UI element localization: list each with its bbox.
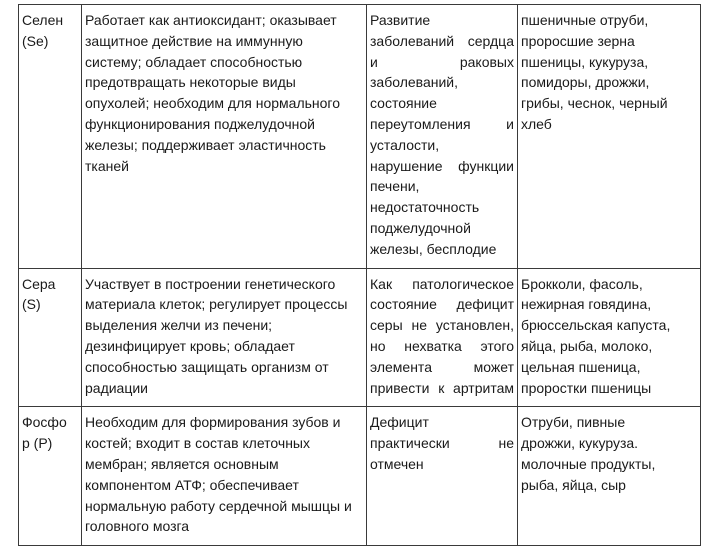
function-cell — [82, 5, 367, 269]
function-line: компонентом АТФ; обеспечивает — [85, 476, 299, 493]
sources-line: нежирная говядина, — [521, 296, 652, 313]
sources-line: помидоры, дрожжи, — [521, 74, 650, 91]
element-name: Фосфо — [22, 414, 67, 431]
function-line: радиации — [85, 379, 149, 396]
function-line: опухолей; необходим для нормального — [85, 95, 341, 112]
deficiency-line: Как патологическое — [370, 275, 514, 292]
element-symbol: (S) — [22, 296, 41, 313]
function-line: Участвует в построении генетического — [85, 275, 336, 292]
deficiency-line: Развитие — [370, 12, 431, 28]
element-symbol: р (P) — [22, 435, 53, 452]
sources-line: пшеничные отруби, — [521, 12, 649, 28]
sources-cell — [518, 268, 701, 407]
deficiency-line: усталости, — [370, 136, 440, 153]
sources-line: пшеницы, кукуруза, — [521, 53, 649, 70]
deficiency-line: но нехватка этого — [370, 337, 514, 354]
sources-line: цельная пшеница, — [521, 358, 641, 375]
function-line: мембран; является основным — [85, 455, 279, 472]
sources-line: Брокколи, фасоль, — [521, 275, 643, 292]
deficiency-line: переутомления и — [370, 115, 514, 132]
table-row-selenium — [19, 5, 701, 269]
function-line: костей; входит в состав клеточных — [85, 435, 310, 452]
deficiency-cell — [367, 268, 518, 407]
function-line: материала клеток; регулирует процессы — [85, 296, 348, 313]
function-line: нормальную работу сердечной мышцы и — [85, 497, 352, 514]
deficiency-line: железы, бесплодие — [370, 240, 497, 257]
function-line: Работает как антиоксидант; оказывает — [85, 12, 337, 28]
table-row-sulfur — [19, 268, 701, 407]
sources-line: брюссельская капуста, — [521, 317, 671, 334]
deficiency-line: отмечен — [370, 455, 424, 472]
sources-line: яйца, рыба, молоко, — [521, 337, 653, 354]
deficiency-line: поджелудочной — [370, 219, 471, 236]
sources-line: грибы, чеснок, черный — [521, 95, 668, 112]
function-line: тканей — [85, 157, 129, 174]
deficiency-cell — [367, 407, 518, 546]
function-line: Необходим для формирования зубов и — [85, 414, 341, 431]
function-line: железы; поддерживает эластичность — [85, 136, 326, 153]
deficiency-line: нарушение функции — [370, 157, 514, 174]
deficiency-line: практически не — [370, 435, 514, 452]
function-line: функционирования поджелудочной — [85, 115, 315, 132]
deficiency-line: Дефицит — [370, 414, 429, 431]
deficiency-line: состояние — [370, 95, 437, 112]
sources-line: Отруби, пивные — [521, 414, 626, 431]
deficiency-line: серы не установлен, — [370, 317, 514, 334]
deficiency-line: привести к артритам — [370, 379, 514, 396]
sources-line: рыба, яйца, сыр — [521, 476, 626, 493]
function-line: дезинфицирует кровь; обладает — [85, 337, 295, 354]
deficiency-line: и раковых — [370, 53, 514, 70]
table-row-phosphorus — [19, 407, 701, 546]
deficiency-line: элемента может — [370, 358, 514, 375]
sources-cell — [518, 5, 701, 269]
function-line: защитное действие на иммунную — [85, 32, 303, 49]
element-name: Селен — [22, 12, 64, 28]
deficiency-line: состояние дефицит — [370, 296, 514, 313]
sources-cell — [518, 407, 701, 546]
element-symbol: (Se) — [22, 32, 49, 49]
element-name: Сера — [22, 275, 56, 292]
deficiency-line: печени, — [370, 178, 420, 195]
sources-line: проростки пшеницы — [521, 379, 652, 396]
function-line: предотвращать некоторые виды — [85, 74, 296, 91]
deficiency-line: недостаточность — [370, 199, 480, 216]
sources-line: проросшие зерна — [521, 32, 635, 49]
function-cell — [82, 407, 367, 546]
nutrients-table — [18, 4, 701, 546]
function-line: выделения желчи из печени; — [85, 317, 273, 334]
function-line: способностью защищать организм от — [85, 358, 329, 375]
deficiency-line: заболеваний сердца — [370, 32, 514, 49]
deficiency-cell — [367, 5, 518, 269]
element-cell — [19, 5, 82, 269]
function-cell — [82, 268, 367, 407]
deficiency-line: заболеваний, — [370, 74, 458, 91]
element-cell — [19, 268, 82, 407]
function-line: систему; обладает способностью — [85, 53, 303, 70]
function-line: головного мозга — [85, 518, 190, 535]
sources-line: хлеб — [521, 115, 552, 132]
sources-line: молочные продукты, — [521, 455, 656, 472]
element-cell — [19, 407, 82, 546]
sources-line: дрожжи, кукуруза. — [521, 435, 639, 452]
